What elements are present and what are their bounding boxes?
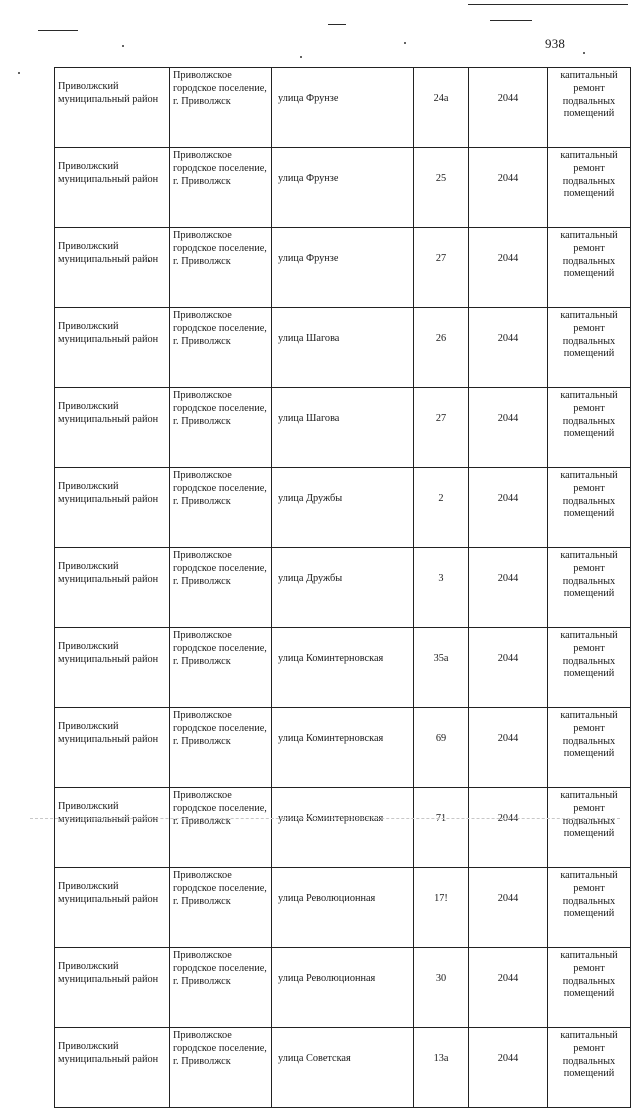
work-type-cell: капитальный ремонт подвальных помещений xyxy=(548,708,631,788)
table-row xyxy=(55,148,631,228)
work-type-cell: капитальный ремонт подвальных помещений xyxy=(548,788,631,868)
street-cell: улица Коминтерновская xyxy=(272,628,414,708)
district-cell: Приволжский муниципальный район xyxy=(55,788,170,868)
settlement-cell: Приволжское городское поселение, г. Приволжск xyxy=(170,548,272,628)
district-cell: Приволжский муниципальный район xyxy=(55,228,170,308)
house-number-cell: 27 xyxy=(414,388,469,468)
table-row xyxy=(55,628,631,708)
work-type-cell: капитальный ремонт подвальных помещений xyxy=(548,68,631,148)
street-cell: улица Революционная xyxy=(272,948,414,1028)
street-cell: улица Дружбы xyxy=(272,468,414,548)
settlement-cell: Приволжское городское поселение, г. Приволжск xyxy=(170,708,272,788)
district-cell: Приволжский муниципальный район xyxy=(55,628,170,708)
street-cell: улица Коминтерновская xyxy=(272,788,414,868)
house-number-cell: 71 xyxy=(414,788,469,868)
work-type-cell: капитальный ремонт подвальных помещений xyxy=(548,308,631,388)
house-number-cell: 24а xyxy=(414,68,469,148)
district-cell: Приволжский муниципальный район xyxy=(55,1028,170,1108)
street-cell: улица Советская xyxy=(272,1028,414,1108)
work-type-cell: капитальный ремонт подвальных помещений xyxy=(548,228,631,308)
table-row xyxy=(55,948,631,1028)
page-number: 938 xyxy=(545,36,566,51)
year-cell: 2044 xyxy=(469,788,548,868)
settlement-cell: Приволжское городское поселение, г. Приволжск xyxy=(170,628,272,708)
scan-dot xyxy=(583,52,585,54)
table-row xyxy=(55,68,631,148)
district-cell: Приволжский муниципальный район xyxy=(55,308,170,388)
house-number-cell: 2 xyxy=(414,468,469,548)
table-row xyxy=(55,388,631,468)
street-cell: улица Фрунзе xyxy=(272,228,414,308)
year-cell: 2044 xyxy=(469,628,548,708)
scan-dot xyxy=(300,56,302,58)
settlement-cell: Приволжское городское поселение, г. Приволжск xyxy=(170,948,272,1028)
street-cell: улица Коминтерновская xyxy=(272,708,414,788)
year-cell: 2044 xyxy=(469,868,548,948)
work-type-cell: капитальный ремонт подвальных помещений xyxy=(548,628,631,708)
settlement-cell: Приволжское городское поселение, г. Приволжск xyxy=(170,388,272,468)
district-cell: Приволжский муниципальный район xyxy=(55,708,170,788)
work-type-cell: капитальный ремонт подвальных помещений xyxy=(548,868,631,948)
scan-dot xyxy=(404,42,406,44)
repair-schedule-table xyxy=(54,67,631,1108)
year-cell: 2044 xyxy=(469,388,548,468)
house-number-cell: 3 xyxy=(414,548,469,628)
table-row xyxy=(55,868,631,948)
scan-dot xyxy=(122,45,124,47)
year-cell: 2044 xyxy=(469,148,548,228)
work-type-cell: капитальный ремонт подвальных помещений xyxy=(548,948,631,1028)
scan-line-top-left xyxy=(38,30,78,31)
house-number-cell: 69 xyxy=(414,708,469,788)
district-cell: Приволжский муниципальный район xyxy=(55,868,170,948)
work-type-cell: капитальный ремонт подвальных помещений xyxy=(548,388,631,468)
work-type-cell: капитальный ремонт подвальных помещений xyxy=(548,548,631,628)
year-cell: 2044 xyxy=(469,1028,548,1108)
year-cell: 2044 xyxy=(469,548,548,628)
settlement-cell: Приволжское городское поселение, г. Приволжск xyxy=(170,788,272,868)
work-type-cell: капитальный ремонт подвальных помещений xyxy=(548,1028,631,1108)
district-cell: Приволжский муниципальный район xyxy=(55,468,170,548)
district-cell: Приволжский муниципальный район xyxy=(55,148,170,228)
table-body xyxy=(55,68,631,1108)
district-cell: Приволжский муниципальный район xyxy=(55,388,170,468)
year-cell: 2044 xyxy=(469,468,548,548)
year-cell: 2044 xyxy=(469,228,548,308)
table-row xyxy=(55,228,631,308)
scan-line-top-right xyxy=(468,4,628,5)
work-type-cell: капитальный ремонт подвальных помещений xyxy=(548,148,631,228)
table-row xyxy=(55,1028,631,1108)
scan-line-top-mid xyxy=(328,24,346,25)
house-number-cell: 13а xyxy=(414,1028,469,1108)
settlement-cell: Приволжское городское поселение, г. Приволжск xyxy=(170,148,272,228)
street-cell: улица Шагова xyxy=(272,308,414,388)
year-cell: 2044 xyxy=(469,948,548,1028)
scan-bottom-line xyxy=(30,818,620,820)
table-row xyxy=(55,708,631,788)
district-cell: Приволжский муниципальный район xyxy=(55,948,170,1028)
house-number-cell: 25 xyxy=(414,148,469,228)
settlement-cell: Приволжское городское поселение, г. Приволжск xyxy=(170,468,272,548)
settlement-cell: Приволжское городское поселение, г. Приволжск xyxy=(170,68,272,148)
table-row xyxy=(55,788,631,868)
street-cell: улица Фрунзе xyxy=(272,148,414,228)
table-row xyxy=(55,548,631,628)
scan-dot xyxy=(18,72,20,74)
scan-line-top-right-2 xyxy=(490,20,532,21)
repair-schedule-table-wrapper xyxy=(54,67,618,1108)
year-cell: 2044 xyxy=(469,308,548,388)
house-number-cell: 35а xyxy=(414,628,469,708)
house-number-cell: 17! xyxy=(414,868,469,948)
house-number-cell: 30 xyxy=(414,948,469,1028)
settlement-cell: Приволжское городское поселение, г. Приволжск xyxy=(170,1028,272,1108)
table-row xyxy=(55,468,631,548)
table-row xyxy=(55,308,631,388)
settlement-cell: Приволжское городское поселение, г. Приволжск xyxy=(170,308,272,388)
house-number-cell: 27 xyxy=(414,228,469,308)
street-cell: улица Революционная xyxy=(272,868,414,948)
house-number-cell: 26 xyxy=(414,308,469,388)
year-cell: 2044 xyxy=(469,68,548,148)
district-cell: Приволжский муниципальный район xyxy=(55,68,170,148)
settlement-cell: Приволжское городское поселение, г. Приволжск xyxy=(170,868,272,948)
year-cell: 2044 xyxy=(469,708,548,788)
settlement-cell: Приволжское городское поселение, г. Приволжск xyxy=(170,228,272,308)
street-cell: улица Дружбы xyxy=(272,548,414,628)
district-cell: Приволжский муниципальный район xyxy=(55,548,170,628)
street-cell: улица Шагова xyxy=(272,388,414,468)
street-cell: улица Фрунзе xyxy=(272,68,414,148)
work-type-cell: капитальный ремонт подвальных помещений xyxy=(548,468,631,548)
